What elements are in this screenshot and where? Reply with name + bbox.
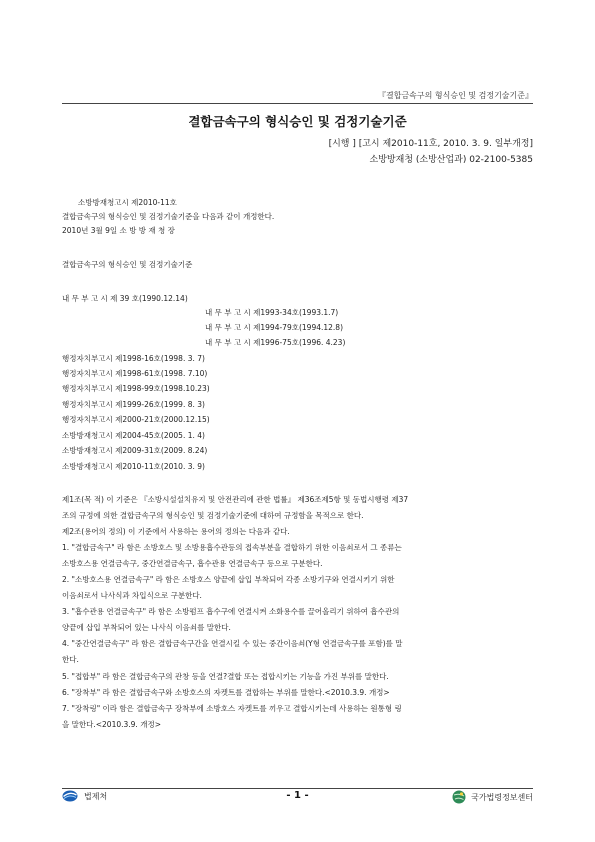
- article-line: 조의 규정에 의한 결합금속구의 형식승인 및 검정기술기준에 대하여 규정함을 목적으로 한다.: [62, 511, 364, 520]
- history-item: 소방방재청고시 제2004-45호(2005. 1. 4): [62, 431, 205, 440]
- history-item: 내 무 부 고 시 제 39 호(1990.12.14): [62, 294, 188, 303]
- article-line: 양끝에 삽입 부착되어 있는 나사식 이음쇠를 말한다.: [62, 623, 231, 632]
- article-line: 3. "흡수관용 연결금속구" 라 함은 소방펌프 흡수구에 연결시켜 소화용수를 끌어올리기 위하여 흡수관의: [62, 607, 400, 616]
- document-header-label: 『결합금속구의 형식승인 및 검정기술기준』: [377, 91, 533, 100]
- article-line: 5. "접합부" 라 함은 결합금속구의 관창 등을 연결?결합 또는 접합시키는 기능을 가진 부위를 말한다.: [62, 672, 389, 681]
- enforcement-info: [시행 ] [고시 제2010-11호, 2010. 3. 9. 일부개정]: [328, 139, 533, 149]
- footer-divider: [62, 788, 533, 789]
- history-item: 내 무 부 고 시 제1994-79호(1994.12.8): [205, 323, 343, 332]
- article-line: 이음쇠로서 나사식과 차입식으로 구분한다.: [62, 591, 202, 600]
- history-item: 소방방재청고시 제2009-31호(2009. 8.24): [62, 446, 208, 455]
- history-item: 행정자치부고시 제1998-16호(1998. 3. 7): [62, 354, 205, 363]
- globe-logo-icon: [452, 790, 466, 804]
- article-line: 4. "중간연결금속구" 라 함은 결합금속구간을 연결시킬 수 있는 중간이음쇠(Y형 연결금속구를 포함)를 말: [62, 639, 403, 648]
- page-number: - 1 -: [286, 790, 309, 801]
- page-title: 결합금속구의 형식승인 및 검정기술기준: [188, 114, 407, 129]
- article-line: 한다.: [62, 655, 79, 664]
- footer-right-label: 국가법령정보센터: [471, 792, 533, 802]
- article-line: 2. "소방호스용 연결금속구" 라 함은 소방호스 양끝에 삽입 부착되어 각종 소방기구와 연결시키기 위한: [62, 575, 395, 584]
- article-line: 7. "장착링" 이라 함은 결합금속구 장착부에 소방호스 자켓트를 끼우고 결합시키는데 사용하는 원통형 링: [62, 704, 402, 713]
- document-name: 결합금속구의 형식승인 및 검정기술기준: [62, 260, 193, 269]
- article-line: 제1조(목 적) 이 기준은 『소방시설설치유지 및 안전관리에 관한 법률』 제36조제5항 및 동법시행령 제37: [62, 495, 409, 504]
- footer-right: [452, 790, 533, 804]
- history-item: 행정자치부고시 제2000-21호(2000.12.15): [62, 415, 210, 424]
- history-item: 소방방재청고시 제2010-11호(2010. 3. 9): [62, 462, 205, 471]
- history-item: 행정자치부고시 제1998-99호(1998.10.23): [62, 384, 210, 393]
- article-line: 6. "장착부" 라 함은 결합금속구와 소방호스의 자켓트를 결합하는 부위를 말한다.<2010.3.9. 개정>: [62, 688, 390, 697]
- agency-contact: 소방방재청 (소방산업과) 02-2100-5385: [369, 155, 533, 165]
- notice-date-issuer: 2010년 3월 9일 소 방 방 재 청 장: [62, 226, 175, 235]
- history-item: 내 무 부 고 시 제1993-34호(1993.1.7): [205, 308, 339, 317]
- footer-left-label: 법제처: [84, 791, 108, 801]
- article-line: 을 말한다.<2010.3.9. 개정>: [62, 720, 161, 729]
- notice-number: 소방방재청고시 제2010-11호: [78, 198, 177, 207]
- article-line: 소방호스용 연결금속구, 중간연결금속구, 흡수관용 연결금속구 등으로 구분한다.: [62, 559, 323, 568]
- notice-text: 결합금속구의 형식승인 및 검정기술기준을 다음과 같이 개정한다.: [62, 212, 275, 221]
- history-item: 행정자치부고시 제1999-26호(1999. 8. 3): [62, 400, 205, 409]
- article-line: 1. "결합금속구" 라 함은 소방호스 및 소방용흡수관등의 접속부분을 결합하기 위한 이음쇠로서 그 종류는: [62, 543, 402, 552]
- article-line: 제2조(용어의 정의) 이 기준에서 사용하는 용어의 정의는 다음과 같다.: [62, 527, 290, 536]
- history-item: 행정자치부고시 제1998-61호(1998. 7.10): [62, 369, 208, 378]
- history-item: 내 무 부 고 시 제1996-75호(1996. 4.23): [205, 338, 346, 347]
- header-divider: [62, 103, 533, 104]
